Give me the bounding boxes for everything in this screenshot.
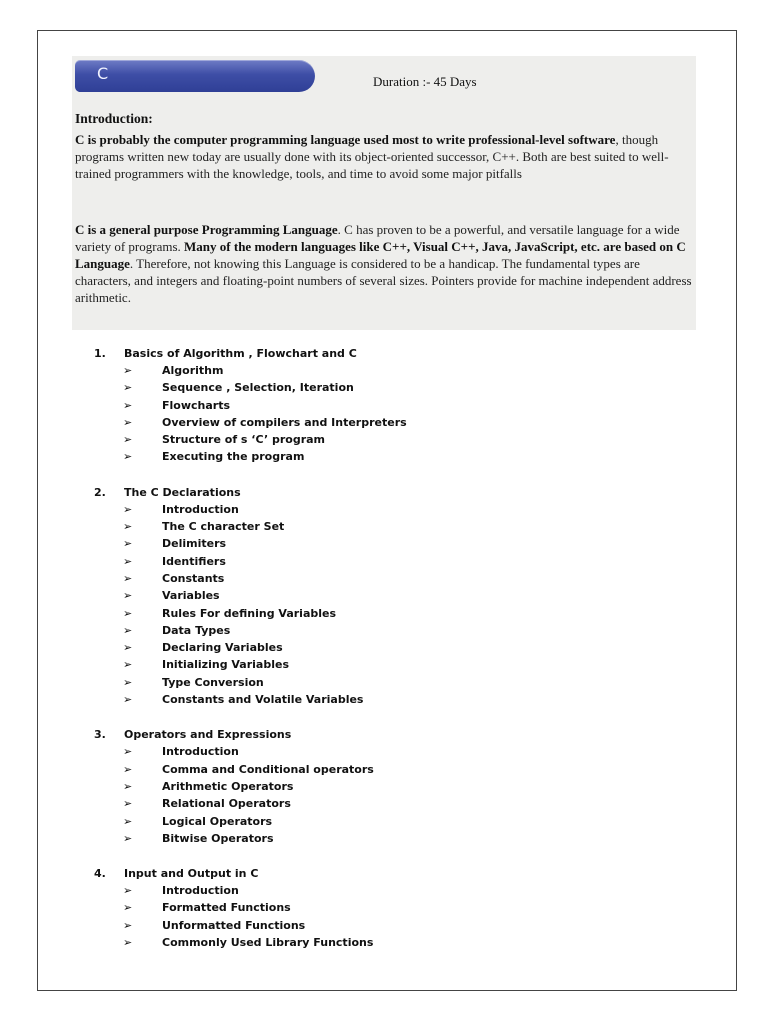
- topic-label: Executing the program: [162, 450, 305, 464]
- introduction-heading: Introduction:: [75, 111, 153, 126]
- section-number: 3.: [94, 728, 106, 742]
- topic-label: Data Types: [162, 623, 231, 637]
- topic-label: Identifiers: [162, 554, 226, 568]
- topic-label: Algorithm: [162, 364, 224, 377]
- arrow-bullet-icon: ➢: [123, 450, 133, 464]
- intro-paragraph-1-text: , though programs written new today are usually done with its object-oriented successor, C++. Both are best suited to well-trained programmers with the knowledge, tools, and time to avoid some major pitfalls: [75, 132, 669, 181]
- section-title-text: Input and Output in C: [124, 867, 259, 881]
- arrow-bullet-icon: ➢: [123, 918, 133, 932]
- arrow-bullet-icon: ➢: [123, 814, 133, 828]
- topic-label: Delimiters: [162, 537, 227, 551]
- arrow-bullet-icon: ➢: [123, 381, 133, 395]
- arrow-bullet-icon: ➢: [123, 364, 133, 377]
- arrow-bullet-icon: ➢: [123, 623, 133, 637]
- arrow-bullet-icon: ➢: [123, 398, 133, 412]
- topic-label: Bitwise Operators: [162, 831, 274, 845]
- topic-label: Formatted Functions: [162, 901, 291, 915]
- list-item: [94, 397, 614, 414]
- syllabus-section: [94, 484, 614, 709]
- arrow-bullet-icon: ➢: [123, 675, 133, 689]
- arrow-bullet-icon: ➢: [123, 831, 133, 845]
- intro-paragraph-2-bold-2: Many of the modern languages like C++, Visual C++, Java, JavaScript, etc. are based on C Language: [75, 239, 686, 271]
- list-item: [94, 605, 614, 622]
- arrow-bullet-icon: ➢: [123, 520, 133, 534]
- list-item: [94, 674, 614, 691]
- syllabus-section: [94, 865, 614, 951]
- section-number: 1.: [94, 347, 106, 360]
- arrow-bullet-icon: ➢: [123, 641, 133, 655]
- topic-label: The C character Set: [162, 520, 285, 534]
- list-item: [94, 691, 614, 708]
- arrow-bullet-icon: ➢: [123, 779, 133, 793]
- list-item: [94, 639, 614, 656]
- arrow-bullet-icon: ➢: [123, 936, 133, 950]
- topic-label: Sequence , Selection, Iteration: [162, 381, 354, 395]
- topic-label: Relational Operators: [162, 797, 291, 811]
- section-title: [94, 726, 614, 743]
- arrow-bullet-icon: ➢: [123, 693, 133, 707]
- topic-label: Unformatted Functions: [162, 918, 306, 932]
- arrow-bullet-icon: ➢: [123, 797, 133, 811]
- topic-label: Introduction: [162, 502, 239, 516]
- list-item: [94, 656, 614, 673]
- topic-label: Introduction: [162, 884, 239, 898]
- topic-label: Logical Operators: [162, 814, 273, 828]
- topic-label: Overview of compilers and Interpreters: [162, 415, 407, 429]
- section-title-text: Basics of Algorithm , Flowchart and C: [124, 347, 357, 360]
- arrow-bullet-icon: ➢: [123, 901, 133, 915]
- arrow-bullet-icon: ➢: [123, 589, 133, 603]
- arrow-bullet-icon: ➢: [123, 537, 133, 551]
- list-item: [94, 414, 614, 431]
- topic-label: Declaring Variables: [162, 641, 283, 655]
- arrow-bullet-icon: ➢: [123, 433, 133, 447]
- intro-paragraph-2-text-1: . C has proven to be a powerful, and versatile language for a wide variety of programs.: [75, 222, 680, 254]
- topic-label: Commonly Used Library Functions: [162, 936, 374, 950]
- topic-label: Constants and Volatile Variables: [162, 693, 364, 707]
- topic-label: Variables: [162, 589, 220, 603]
- list-item: [94, 379, 614, 396]
- section-title-text: Operators and Expressions: [124, 728, 292, 742]
- section-number: 4.: [94, 867, 106, 881]
- arrow-bullet-icon: ➢: [123, 762, 133, 776]
- intro-paragraph-2-bold-1: C is a general purpose Programming Language: [75, 222, 338, 237]
- list-item: [94, 553, 614, 570]
- list-item: [94, 362, 614, 379]
- list-item: [94, 761, 614, 778]
- course-title-banner: [75, 60, 315, 92]
- list-item: [94, 570, 614, 587]
- list-item: [94, 743, 614, 760]
- list-item: [94, 813, 614, 830]
- intro-paragraph-2: [75, 221, 695, 306]
- syllabus-section: [94, 345, 614, 466]
- list-item: [94, 882, 614, 899]
- section-title: [94, 865, 614, 882]
- list-item: [94, 448, 614, 465]
- list-item: [94, 501, 614, 518]
- list-item: [94, 899, 614, 916]
- topic-label: Structure of s ‘C’ program: [162, 433, 326, 447]
- section-number: 2.: [94, 485, 106, 499]
- section-title: [94, 345, 614, 362]
- topic-label: Flowcharts: [162, 398, 231, 412]
- section-title-text: The C Declarations: [124, 485, 241, 499]
- intro-paragraph-1: [75, 131, 695, 182]
- course-duration: Duration :- 45 Days: [373, 74, 477, 89]
- topic-label: Introduction: [162, 745, 239, 759]
- arrow-bullet-icon: ➢: [123, 554, 133, 568]
- list-item: [94, 795, 614, 812]
- course-title: C: [97, 64, 109, 83]
- list-item: [94, 431, 614, 448]
- topic-label: Type Conversion: [162, 675, 264, 689]
- arrow-bullet-icon: ➢: [123, 884, 133, 898]
- syllabus-list: [94, 345, 614, 969]
- list-item: [94, 778, 614, 795]
- list-item: [94, 830, 614, 847]
- list-item: [94, 587, 614, 604]
- syllabus-section: [94, 726, 614, 847]
- list-item: [94, 934, 614, 951]
- topic-label: Comma and Conditional operators: [162, 762, 374, 776]
- topic-label: Arithmetic Operators: [162, 779, 294, 793]
- list-item: [94, 622, 614, 639]
- topic-label: Constants: [162, 571, 225, 585]
- arrow-bullet-icon: ➢: [123, 745, 133, 759]
- arrow-bullet-icon: ➢: [123, 571, 133, 585]
- intro-paragraph-2-text-2: . Therefore, not knowing this Language is considered to be a handicap. The fundamental types are characters, and integers and floating-point numbers of several sizes. Pointers provide for machine independent address arithmetic.: [75, 256, 692, 305]
- list-item: [94, 518, 614, 535]
- arrow-bullet-icon: ➢: [123, 606, 133, 620]
- arrow-bullet-icon: ➢: [123, 415, 133, 429]
- topic-label: Rules For defining Variables: [162, 606, 337, 620]
- list-item: [94, 917, 614, 934]
- list-item: [94, 535, 614, 552]
- section-title: [94, 484, 614, 501]
- intro-paragraph-1-bold: C is probably the computer programming language used most to write professional-level software: [75, 132, 616, 147]
- arrow-bullet-icon: ➢: [123, 502, 133, 516]
- topic-label: Initializing Variables: [162, 658, 289, 672]
- arrow-bullet-icon: ➢: [123, 658, 133, 672]
